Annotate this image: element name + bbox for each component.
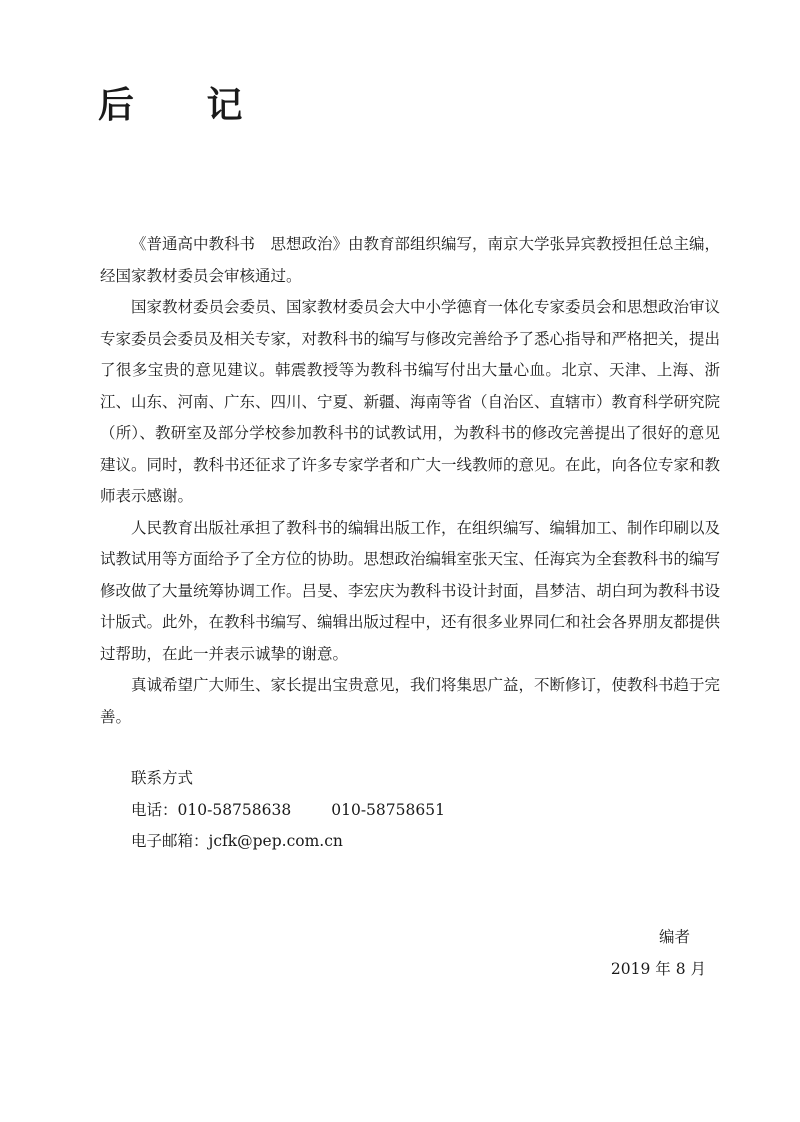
signature-editor: 编者 — [658, 928, 690, 946]
contact-info — [131, 763, 445, 858]
paragraph-3: 人民教育出版社承担了教科书的编辑出版工作，在组织编写、编辑加工、制作印刷以及试教试用等方面给予了全方位的协助。思想政治编辑室张天宝、任海宾为全套教科书的编写修改做了大量统筹协调工作。吕旻、李宏庆为教科书设计封面，昌梦洁、胡白珂为教科书设计版式。此外，在教科书编写、编辑出版过程中，还有很多业界同仁和社会各界朋友都提供过帮助，在此一并表示诚挚的谢意。 — [100, 518, 721, 663]
page-title: 后 记 — [98, 85, 273, 126]
email-label: 电子邮箱： — [131, 832, 209, 850]
contact-phone-line — [131, 795, 445, 827]
afterword-body — [100, 229, 720, 733]
paragraph-2: 国家教材委员会委员、国家教材委员会大中小学德育一体化专家委员会和思想政治审议专家委员会委员及相关专家，对教科书的编写与修改完善给予了悉心指导和严格把关，提出了很多宝贵的意见建议。韩震教授等为教科书编写付出大量心血。北京、天津、上海、浙江、山东、河南、广东、四川、宁夏、新疆、海南等省（自治区、直辖市）教育科学研究院（所）、教研室及部分学校参加教科书的试教试用，为教科书的修改完善提出了很好的意见建议。同时，教科书还征求了许多专家学者和广大一线教师的意见。在此，向各位专家和教师表示感谢。 — [100, 298, 721, 505]
signature-date: 2019 年 8 月 — [610, 959, 706, 978]
phone-number-1: 010-58758638 — [177, 800, 292, 819]
contact-heading: 联系方式 — [131, 769, 194, 787]
phone-number-2: 010-58758651 — [331, 800, 445, 819]
email-address[interactable]: jcfk@pep.com.cn — [208, 832, 343, 850]
phone-label: 电话： — [131, 800, 178, 819]
signature-block — [611, 922, 706, 985]
contact-email-line — [131, 826, 445, 858]
paragraph-1: 《普通高中教科书 思想政治》由教育部组织编写，南京大学张异宾教授担任总主编，经国家教材委员会审核通过。 — [100, 235, 721, 285]
paragraph-4: 真诚希望广大师生、家长提出宝贵意见，我们将集思广益，不断修订，使教科书趋于完善。 — [100, 676, 721, 726]
